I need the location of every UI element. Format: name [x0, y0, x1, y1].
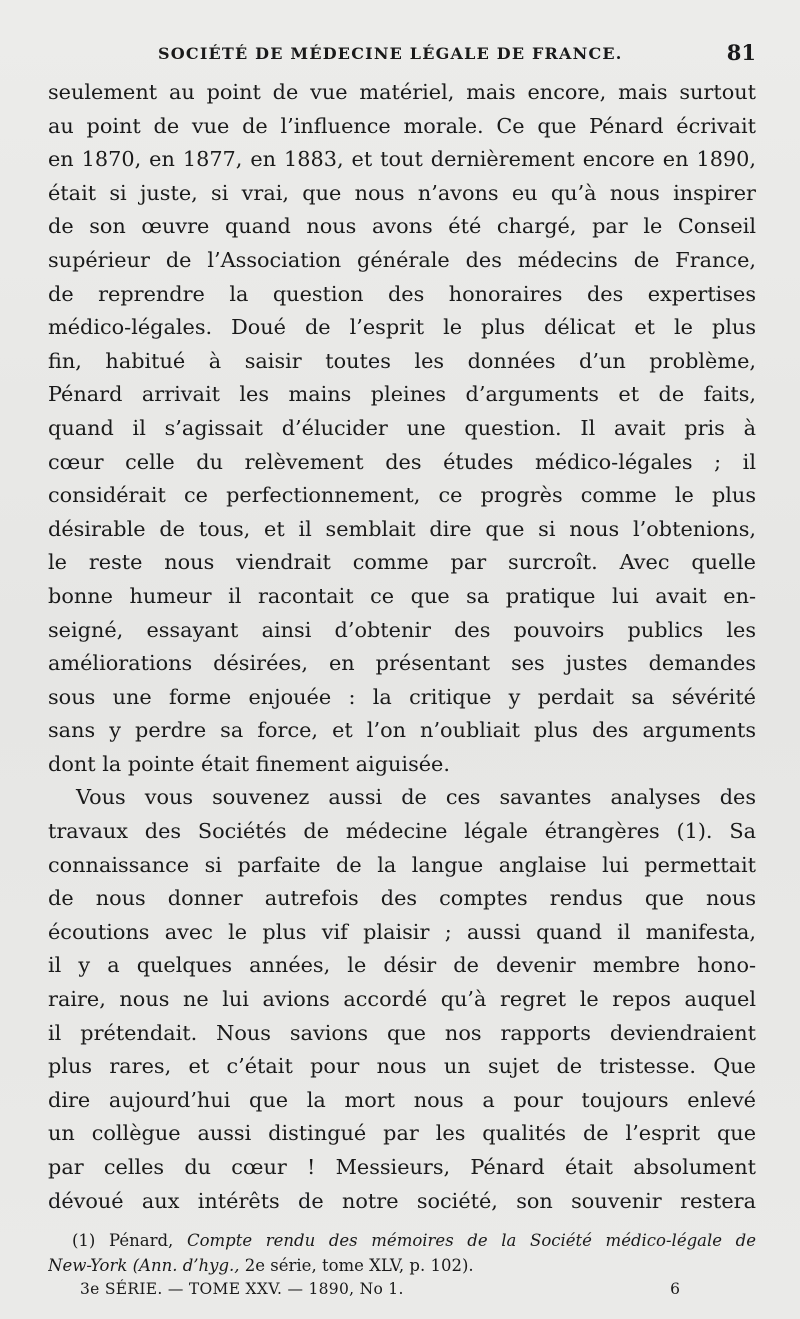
text-line: un collègue aussi distingué par les qualités de l’esprit que: [48, 1121, 756, 1146]
text-line: améliorations désirées, en présentant ses justes demandes: [48, 651, 756, 676]
text-line: supérieur de l’Association générale des médecins de France,: [48, 247, 756, 272]
text-line: il y a quelques années, le désir de devenir membre hono-: [48, 953, 756, 978]
text-line: Vous vous souvenez aussi de ces savantes analyses des: [76, 785, 756, 810]
text-line: raire, nous ne lui avions accordé qu’à regret le repos auquel: [48, 987, 756, 1012]
footnote-reference: 2e série, tome XLV, p. 102).: [244, 1256, 474, 1275]
text-line: de reprendre la question des honoraires des expertises: [48, 281, 756, 306]
text-line: seigné, essayant ainsi d’obtenir des pouvoirs publics les: [48, 617, 756, 642]
text-line: par celles du cœur ! Messieurs, Pénard était absolument: [48, 1155, 756, 1179]
text-line: cœur celle du relèvement des études médico-légales ; il: [48, 449, 756, 474]
footnote-title: Compte rendu des mémoires de la Société médico-légale de: [186, 1231, 756, 1250]
text-line: au point de vue de l’influence morale. Ce que Pénard écrivait: [48, 113, 756, 138]
text-line: quand il s’agissait d’élucider une question. Il avait pris à: [48, 415, 756, 440]
footnote-title-cont: New-York: [48, 1256, 128, 1275]
footnote-marker: (1): [72, 1231, 96, 1250]
running-title: SOCIÉTÉ DE MÉDECINE LÉGALE DE FRANCE.: [158, 44, 623, 63]
text-line: médico-légales. Doué de l’esprit le plus délicat et le plus: [48, 315, 756, 340]
text-line: dont la pointe était finement aiguisée.: [48, 751, 450, 776]
text-line: de son œuvre quand nous avons été chargé, par le Conseil: [48, 214, 756, 239]
page-number: 81: [726, 40, 756, 65]
series-info: 3e SÉRIE. — TOME XXV. — 1890, No 1.: [80, 1280, 404, 1298]
text-line: le reste nous viendrait comme par surcroît. Avec quelle: [48, 550, 756, 575]
text-line: Pénard arrivait les mains pleines d’arguments et de faits,: [48, 382, 756, 407]
text-line: travaux des Sociétés de médecine légale étrangères (1). Sa: [48, 819, 756, 844]
text-line: il prétendait. Nous savions que nos rapports deviendraient: [48, 1020, 756, 1045]
text-line: bonne humeur il racontait ce que sa pratique lui avait en-: [48, 583, 756, 608]
text-line: connaissance si parfaite de la langue anglaise lui permettait: [48, 852, 756, 877]
text-line: en 1870, en 1877, en 1883, et tout dernièrement encore en 1890,: [48, 147, 756, 172]
footnote-line: [48, 1253, 756, 1278]
footnote-author: Pénard,: [109, 1231, 174, 1250]
text-line: était si juste, si vrai, que nous n’avons eu qu’à nous inspirer: [48, 180, 756, 205]
printer-signature: [80, 1280, 680, 1306]
text-line: désirable de tous, et il semblait dire que si nous l’obtenions,: [48, 516, 756, 541]
text-line: écoutions avec le plus vif plaisir ; aussi quand il manifesta,: [48, 919, 756, 944]
footnote-line: [48, 1228, 756, 1253]
sheet-number: 6: [670, 1280, 680, 1298]
text-line: de nous donner autrefois des comptes rendus que nous: [48, 886, 756, 911]
footnote: [48, 1228, 756, 1278]
text-line: sans y perdre sa force, et l’on n’oubliait plus des arguments: [48, 718, 756, 743]
text-line: seulement au point de vue matériel, mais encore, mais surtout: [48, 80, 756, 104]
body-text: [48, 76, 756, 1218]
text-line: plus rares, et c’était pour nous un sujet de tristesse. Que: [48, 1054, 756, 1079]
footnote-journal: (Ann. d’hyg.,: [132, 1256, 240, 1275]
text-line: fin, habitué à saisir toutes les données d’un problème,: [48, 348, 756, 373]
text-line: sous une forme enjouée : la critique y perdait sa sévérité: [48, 684, 756, 709]
text-line: dire aujourd’hui que la mort nous a pour toujours enlevé: [48, 1087, 756, 1112]
text-line: dévoué aux intérêts de notre société, son souvenir restera: [48, 1188, 756, 1213]
text-line: considérait ce perfectionnement, ce progrès comme le plus: [48, 483, 756, 508]
running-head: [48, 40, 756, 74]
